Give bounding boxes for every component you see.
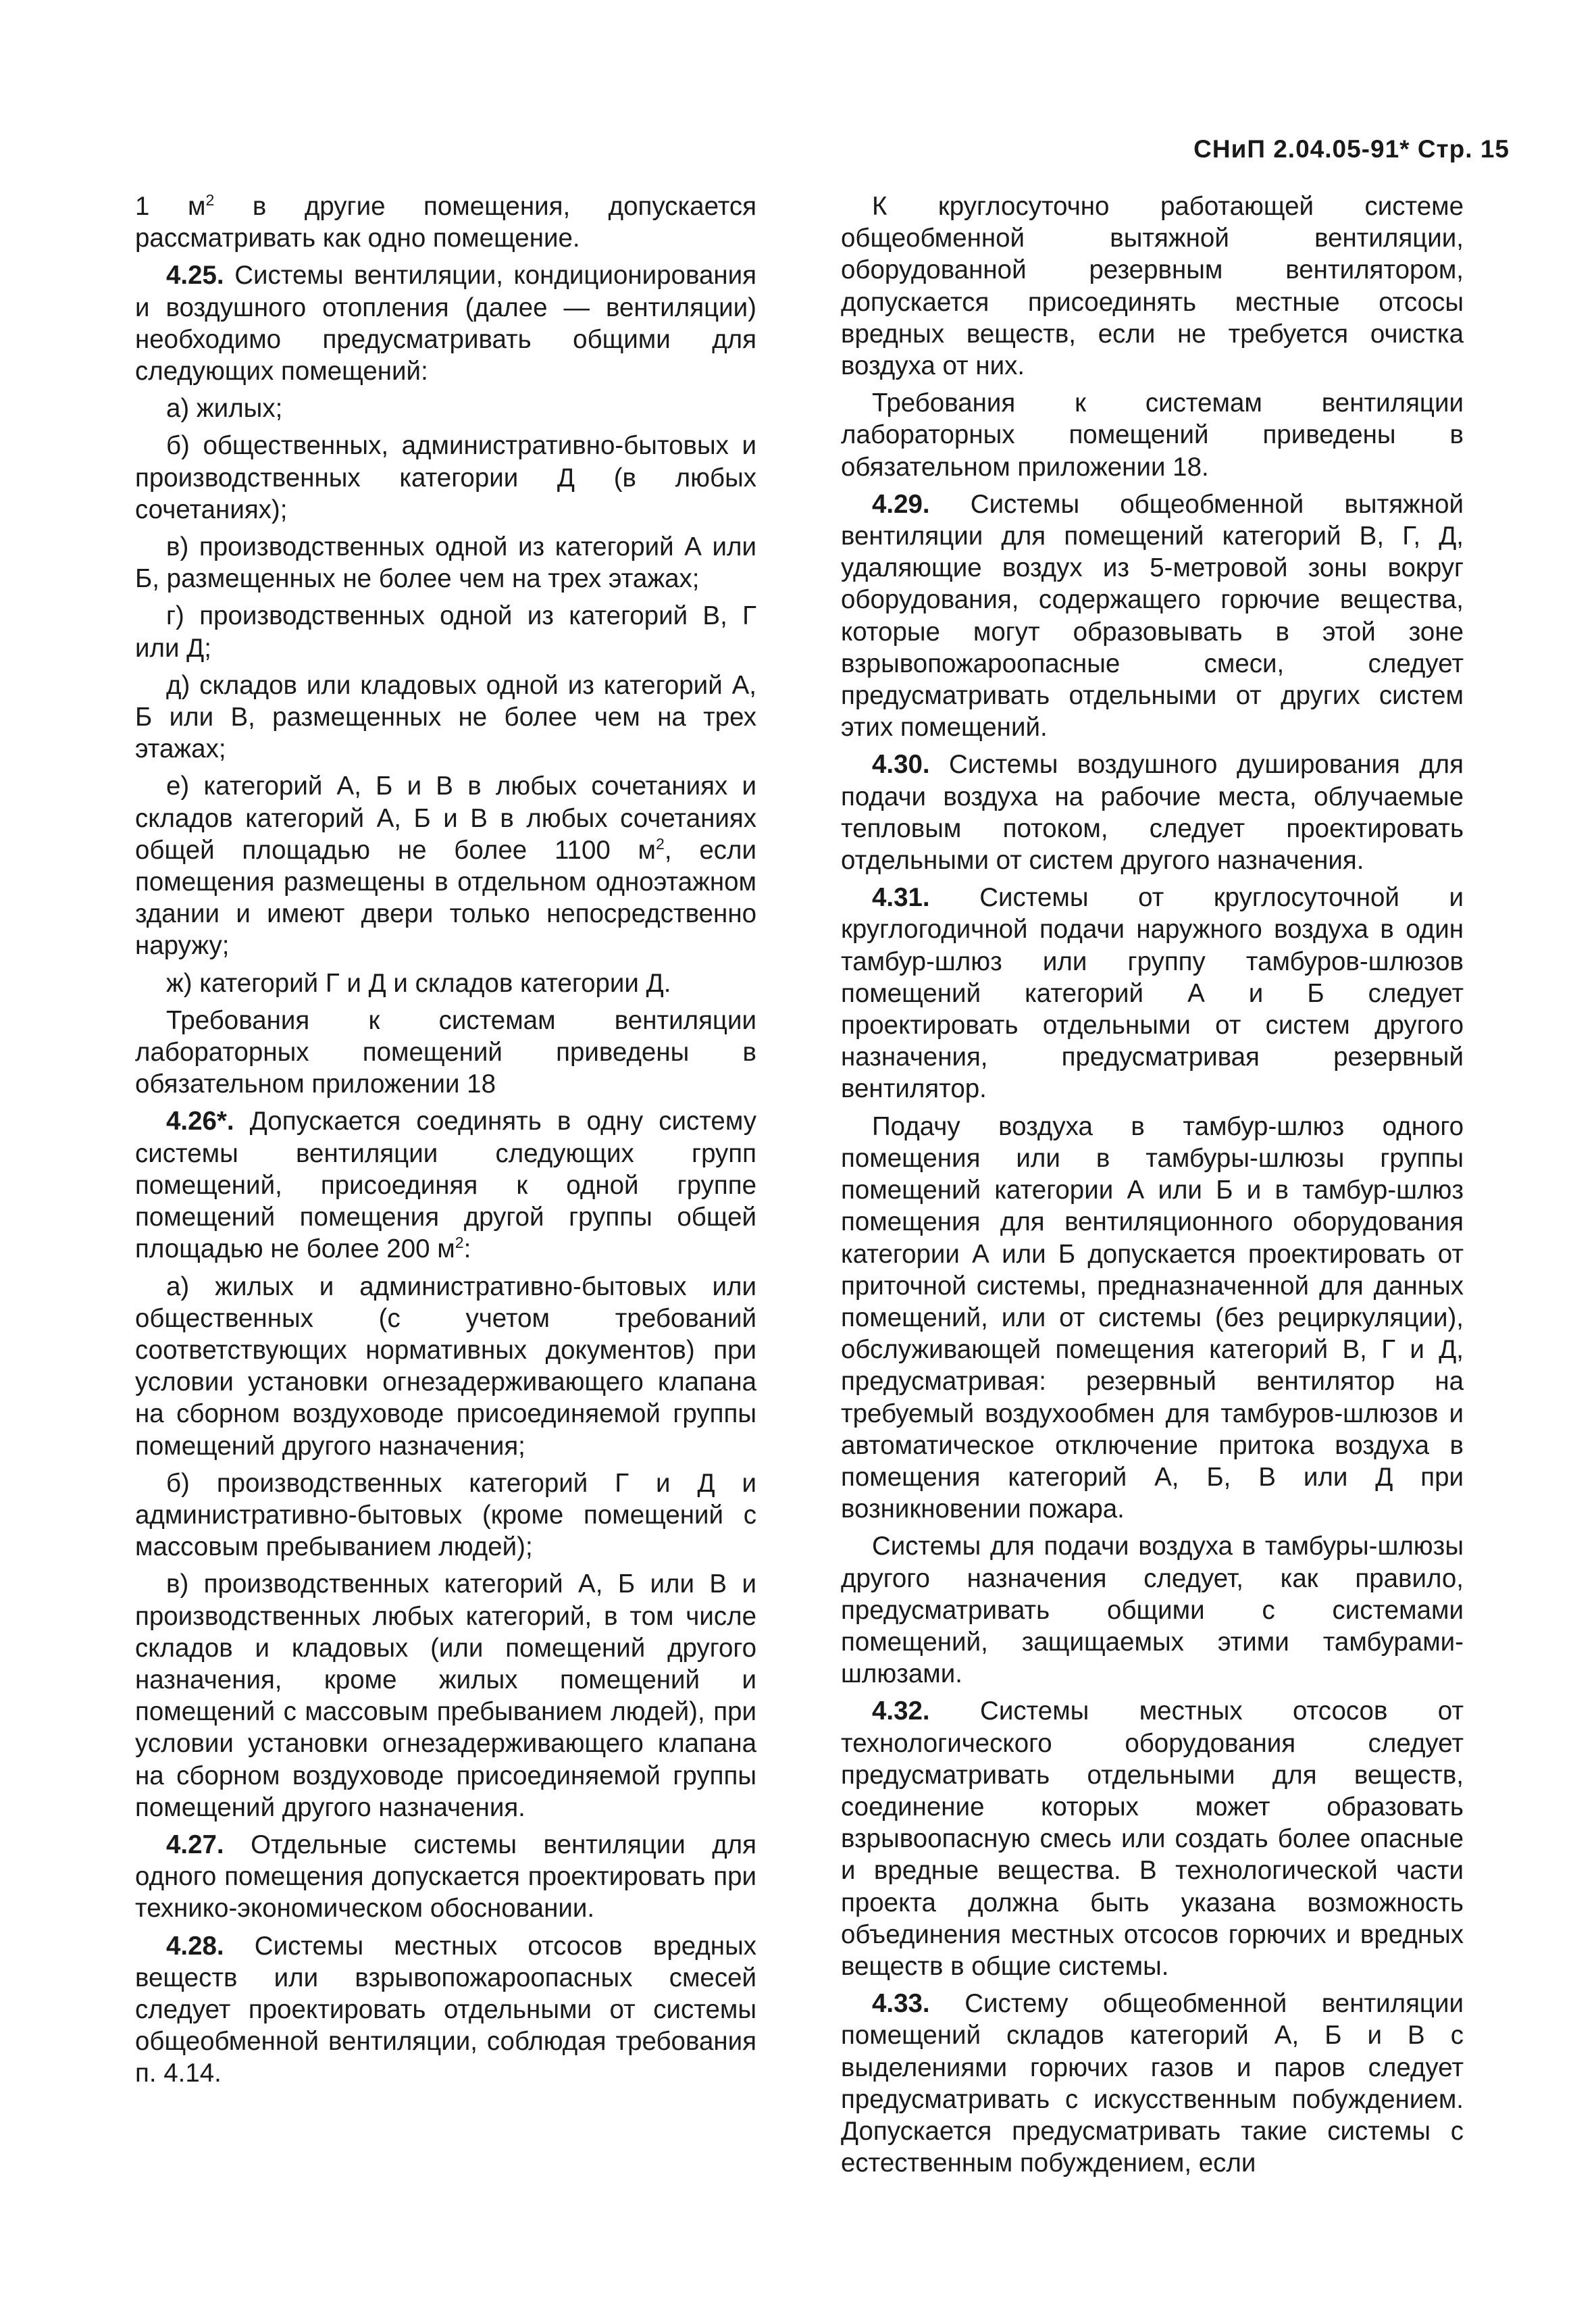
- paragraph: [841, 387, 1464, 483]
- paragraph-text: в) производственных одной из категорий А или Б, размещенных не более чем на трех этажах;: [135, 532, 756, 594]
- clause-number: 4.32.: [872, 1696, 930, 1726]
- clause-number: 4.30.: [872, 750, 930, 780]
- paragraph: [135, 670, 756, 765]
- paragraph: [841, 1695, 1464, 1982]
- paragraph: [135, 1568, 756, 1823]
- paragraph: [841, 1988, 1464, 2179]
- paragraph: [841, 749, 1464, 876]
- paragraph: [135, 259, 756, 387]
- paragraph-text: Допускается соединять в одну систему системы вентиляции следующих групп помещений, присоединяя к одной группе помещений помещения другой группы общей площадью не более 200 $м^2$:: [135, 1107, 756, 1264]
- paragraph-text: Системы местных отсосов от технологического оборудования следует предусматривать отдельными для веществ, соединение которых может образовать взрывоопасную смесь или создать более опасные и вредные вещества. В технологической части проекта должна быть указана возможность объединения местных отсосов горючих и вредных веществ в общие системы.: [841, 1696, 1464, 1981]
- paragraph-text: Подачу воздуха в тамбур-шлюз одного помещения или в тамбуры-шлюзы группы помещений категории А или Б и в тамбур-шлюз помещения для вентиляционного оборудования категории А или Б допускается проектировать от приточной системы, предназначенной для данных помещений, или от системы (без рециркуляции), обслуживающей помещения категорий В, Г и Д, предусматривая: резервный вентилятор на требуемый воздухообмен для тамбуров-шлюзов и автоматическое отключение притока воздуха в помещения категорий А, Б, В или Д при возникновении пожара.: [841, 1111, 1464, 1524]
- paragraph-text: б) производственных категорий Г и Д и административно-бытовых (кроме помещений с массовым пребыванием людей);: [135, 1468, 756, 1562]
- paragraph-text: а) жилых;: [166, 394, 283, 424]
- clause-number: 4.33.: [872, 1989, 930, 2019]
- paragraph-text: в) производственных категорий А, Б или В и производственных любых категорий, в том числе складов и кладовых (или помещений другого назначения, кроме жилых помещений и помещений с массовым пребыванием людей), при условии установки огнезадерживающего клапана на сборном воздуховоде присоединяемой группы помещений другого назначения.: [135, 1569, 756, 1822]
- clause-number: 4.29.: [872, 489, 930, 519]
- paragraph-text: е) категорий А, Б и В в любых сочетаниях и складов категорий А, Б и В в любых сочетаниях общей площадью не более 1100 $м^2$, если помещения размещены в отдельном одноэтажном здании и имеют двери только непосредственно наружу;: [135, 772, 756, 961]
- paragraph-text: Системы для подачи воздуха в тамбуры-шлюзы другого назначения следует, как правило, предусматривать общими с системами помещений, защищаемых этими тамбурами-шлюзами.: [841, 1532, 1464, 1689]
- paragraph-text: К круглосуточно работающей системе общеобменной вытяжной вентиляции, оборудованной резервным вентилятором, допускается присоединять местные отсосы вредных веществ, если не требуется очистка воздуха от них.: [841, 192, 1464, 381]
- left-text-column: [135, 191, 756, 2095]
- clause-number: 4.26*.: [166, 1107, 234, 1136]
- clause-number: 4.28.: [166, 1931, 224, 1961]
- paragraph-text: б) общественных, административно-бытовых и производственных категории Д (в любых сочетаниях);: [135, 431, 756, 524]
- paragraph: [135, 1271, 756, 1462]
- paragraph-text: Системы общеобменной вытяжной вентиляции для помещений категорий В, Г, Д, удаляющие воздух из 5-метровой зоны вокруг оборудования, содержащего горючие вещества, которые могут образовывать в этой зоне взрывопожароопасные смеси, следует предусматривать отдельными от других систем этих помещений.: [841, 489, 1464, 743]
- paragraph-text: Требования к системам вентиляции лабораторных помещений приведены в обязательном приложении 18: [135, 1005, 756, 1099]
- paragraph-text: Системы воздушного душирования для подачи воздуха на рабочие места, облучаемые тепловым потоком, следует проектировать отдельными от систем другого назначения.: [841, 750, 1464, 876]
- paragraph: [841, 1530, 1464, 1690]
- paragraph: [135, 393, 756, 424]
- paragraph-text: 1 $м^2$ в другие помещения, допускается рассматривать как одно помещение.: [135, 191, 757, 253]
- right-text-column: [841, 191, 1464, 2184]
- paragraph: [135, 191, 756, 254]
- clause-number: 4.31.: [872, 883, 930, 913]
- paragraph: [135, 1930, 756, 2090]
- paragraph-text: Систему общеобменной вентиляции помещений складов категорий А, Б и В с выделениями горючих газов и паров следует предусматривать с искусственным побуждением. Допускается предусматривать такие системы с естественным побуждением, если: [841, 1989, 1464, 2178]
- paragraph: [135, 1467, 756, 1563]
- running-header: СНиП 2.04.05-91* Стр. 15: [1193, 135, 1510, 163]
- paragraph: [841, 882, 1464, 1105]
- paragraph: [841, 488, 1464, 744]
- paragraph-text: Системы вентиляции, кондиционирования и воздушного отопления (далее — вентиляции) необходимо предусматривать общими для следующих помещений:: [135, 261, 757, 386]
- paragraph: [841, 191, 1464, 382]
- paragraph-text: Отдельные системы вентиляции для одного помещения допускается проектировать при технико-экономическом обосновании.: [135, 1830, 756, 1923]
- paragraph: [135, 600, 756, 663]
- paragraph-text: Системы от круглосуточной и круглогодичной подачи наружного воздуха в один тамбур-шлюз или группу тамбуров-шлюзов помещений категорий А и Б следует проектировать отдельными от систем другого назначения, предусматривая резервный вентилятор.: [841, 883, 1464, 1104]
- paragraph: [135, 967, 756, 999]
- paragraph: [841, 1111, 1464, 1526]
- paragraph-text: ж) категорий Г и Д и складов категории Д.: [166, 968, 671, 998]
- paragraph-text: а) жилых и административно-бытовых или общественных (с учетом требований соответствующих нормативных документов) при условии установки огнезадерживающего клапана на сборном воздуховоде присоединяемой группы помещений другого назначения;: [135, 1272, 756, 1461]
- paragraph: [135, 531, 756, 595]
- paragraph: [135, 770, 756, 961]
- paragraph-text: д) складов или кладовых одной из категорий А, Б или В, размещенных не более чем на трех этажах;: [135, 670, 756, 764]
- paragraph-text: Требования к системам вентиляции лабораторных помещений приведены в обязательном приложении 18.: [841, 388, 1464, 482]
- paragraph: [135, 430, 756, 526]
- paragraph-text: г) производственных одной из категорий В, Г или Д;: [135, 601, 756, 663]
- paragraph: [135, 1105, 756, 1265]
- paragraph-text: Системы местных отсосов вредных веществ или взрывопожароопасных смесей следует проектировать отдельными от системы общеобменной вентиляции, соблюдая требования п. 4.14.: [135, 1931, 756, 2088]
- clause-number: 4.25.: [166, 261, 224, 291]
- paragraph: [135, 1829, 756, 1925]
- clause-number: 4.27.: [166, 1830, 224, 1859]
- paragraph: [135, 1005, 756, 1101]
